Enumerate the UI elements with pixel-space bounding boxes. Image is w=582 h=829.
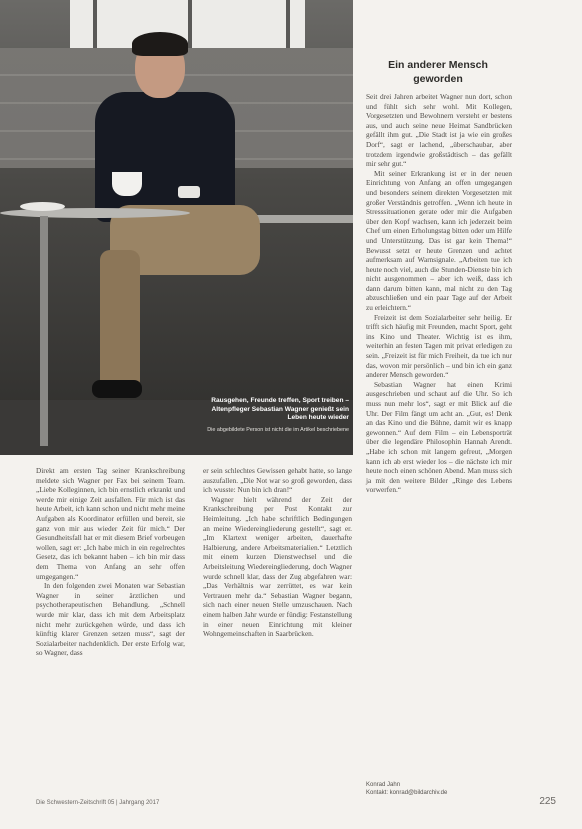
article-column-left xyxy=(36,466,185,658)
paragraph: In den folgenden zwei Monaten war Sebastian Wagner in seiner ärztlichen und psychotherapeutischen Behandlung. „Schnell wurde mir klar, dass ich mit dem Arbeitsplatz nicht mehr zurückgehen würde, und dass ich künftig klarer Grenzen setzen muss“, sagt der Sozialarbeiter nachdenklich. Der erste Erfolg war, so Wagner, dass xyxy=(36,581,185,658)
article-subheadline: Ein anderer Mensch geworden xyxy=(388,59,488,85)
photo-person-shoe xyxy=(92,380,142,398)
author-name: Konrad Jahn xyxy=(366,782,401,788)
author-block xyxy=(366,781,512,797)
paragraph: Direkt am ersten Tag seiner Krankschreibung meldete sich Wagner per Fax bei seinem Team. „Liebe Kolleginnen, ich bin ernstlich erkrankt und werde mir einige Zeit ausfallen. Für mich ist das heute Arbeit, ich kann schon und nicht mehr meine Aufgaben als Koordinator erfüllen und bereit, sie ganz von mir aus wieder Zeit für mich.“ Der Gesundheitsfall hat er mit diesem Brief vorbeugen wollen, sagt er: „Ich habe mich in ein regelrechtes Gesetz, das ich bekannt haben – ich bin mir dass dem Thema von Anfang an sehr offen umgegangen.“ xyxy=(36,466,185,581)
photo-plate xyxy=(20,202,65,211)
article-column-right xyxy=(366,92,512,495)
paragraph: Seit drei Jahren arbeitet Wagner nun dort, schon und fühlt sich sehr wohl. Mit Kollegen, Vorgesetzten und Bewohnern versteht er bestens aus, und auch seine neue Heimat Sandbrücken gefällt ihm gut. „Die Stadt ist ja wie ein großes Dorf“, sagt er lachend, „überschaubar, aber trotzdem irgendwie großstädtisch – das gefällt mir sehr gut.“ xyxy=(366,92,512,169)
publication-footer: Die Schwestern-Zeitschrift 05 | Jahrgang 2017 xyxy=(36,800,160,806)
article-column-middle xyxy=(203,466,352,639)
paragraph: Mit seiner Erkrankung ist er in der neuen Einrichtung von Anfang an offen umgegangen und besonders seinem direkten Vorgesetzten mit großer Verständnis getroffen. „Wenn ich heute in Stresssituationen gerate oder mir die Aufgaben über den Kopf wachsen, kann ich jederzeit beim Chef um einen Erholungstag bitten oder um Hilfe und Unterstützung. Das ist gar kein Thema!“ Bewusst setzt er heute Grenzen und achtet aufmerksam auf Warnsignale. „Arbeiten tue ich heute noch viel, auch die Stunden-Dienste bin ich nicht ausgenommen – aber ich weiß, dass ich dann darum bitten kann, mal nicht zu den Tag abzuschließen und ein paar Tage auf der Arbeit zu erleichtern.“ xyxy=(366,168,512,313)
paragraph: Freizeit ist dem Sozialarbeiter sehr heilig. Er trifft sich häufig mit Freunden, macht Sport, geht ins Kino und Theater. Wichtig ist es ihm, weiterhin an festen Tagen mit privat erledigen zu sein. „Freizeit ist für mich Freiheit, da tue ich nur das, wovon mir persönlich – und bin ich ein ganz anderer Mensch geworden.“ xyxy=(366,312,512,380)
paragraph: Sebastian Wagner hat einen Krimi ausgeschrieben und schaut auf die Uhr. So ich muss nun mehr los“, sagt er mit Blick auf die Uhr. Der Film fängt um acht an. „Gut, es! Denk an das Kino und die Bühne, damit wir es knapp gewonnen.“ Auf dem Film – ein Lebensporträt über die legendäre Philosophin Hannah Arendt. „Habe ich schon mit langem gefreut, „Morgen kann ich ab erst wieder los – die nächste ich mir heute noch einen schönen Abend. Man muss sich ja mit den weitere Bilder „Ringe des Lebens vorwerfen.“ xyxy=(366,379,512,495)
photo-caption: Rausgehen, Freunde treffen, Sport treiben – Altenpfleger Sebastian Wagner genießt sein Leben heute wieder xyxy=(211,397,349,422)
photo-person-torso xyxy=(95,92,235,222)
article-photo xyxy=(0,0,353,455)
photo-table-leg xyxy=(40,216,48,446)
photo-credit: Die abgebildete Person ist nicht die im Artikel beschriebene xyxy=(207,427,349,433)
photo-person-shin xyxy=(100,250,140,390)
author-email[interactable]: Kontakt: konrad@bildarchiv.de xyxy=(366,790,448,796)
photo-phone xyxy=(178,186,200,198)
photo-cup xyxy=(112,172,142,196)
page-number: 225 xyxy=(539,796,556,807)
photo-chair xyxy=(250,215,353,223)
paragraph: er sein schlechtes Gewissen gehabt hatte, so lange auszufallen. „Die Not war so groß geworden, dass ich wusste: Nun bin ich dran!“ xyxy=(203,466,352,495)
photo-person-hair xyxy=(132,32,188,56)
paragraph: Wagner hielt während der Zeit der Krankschreibung per Post Kontakt zur Heimleitung. „Ich habe schriftlich Bedingungen an meine Wiedereingliederung gestellt“, sagt er. „Im Klartext weniger arbeiten, dauerhafte Halbierung, andere Arbeitsmaterialien.“ Letztlich mit einem kurzen Dienstwechsel und die Arbeitsleitung Wiedereingliederung, doch Wagner wurde schnell klar, dass der Zug abgefahren war: „Das Verhältnis war zerrüttet, es war kein Vertrauen mehr da.“ Sebastian Wagner begann, sich nach einer neuen Stelle umzuschauen. Nach einem halben Jahr wurde er fündig: Festanstellung in einer neuen Einrichtung mit kleiner Wohngemeinschaften in Saarbrücken. xyxy=(203,494,352,639)
